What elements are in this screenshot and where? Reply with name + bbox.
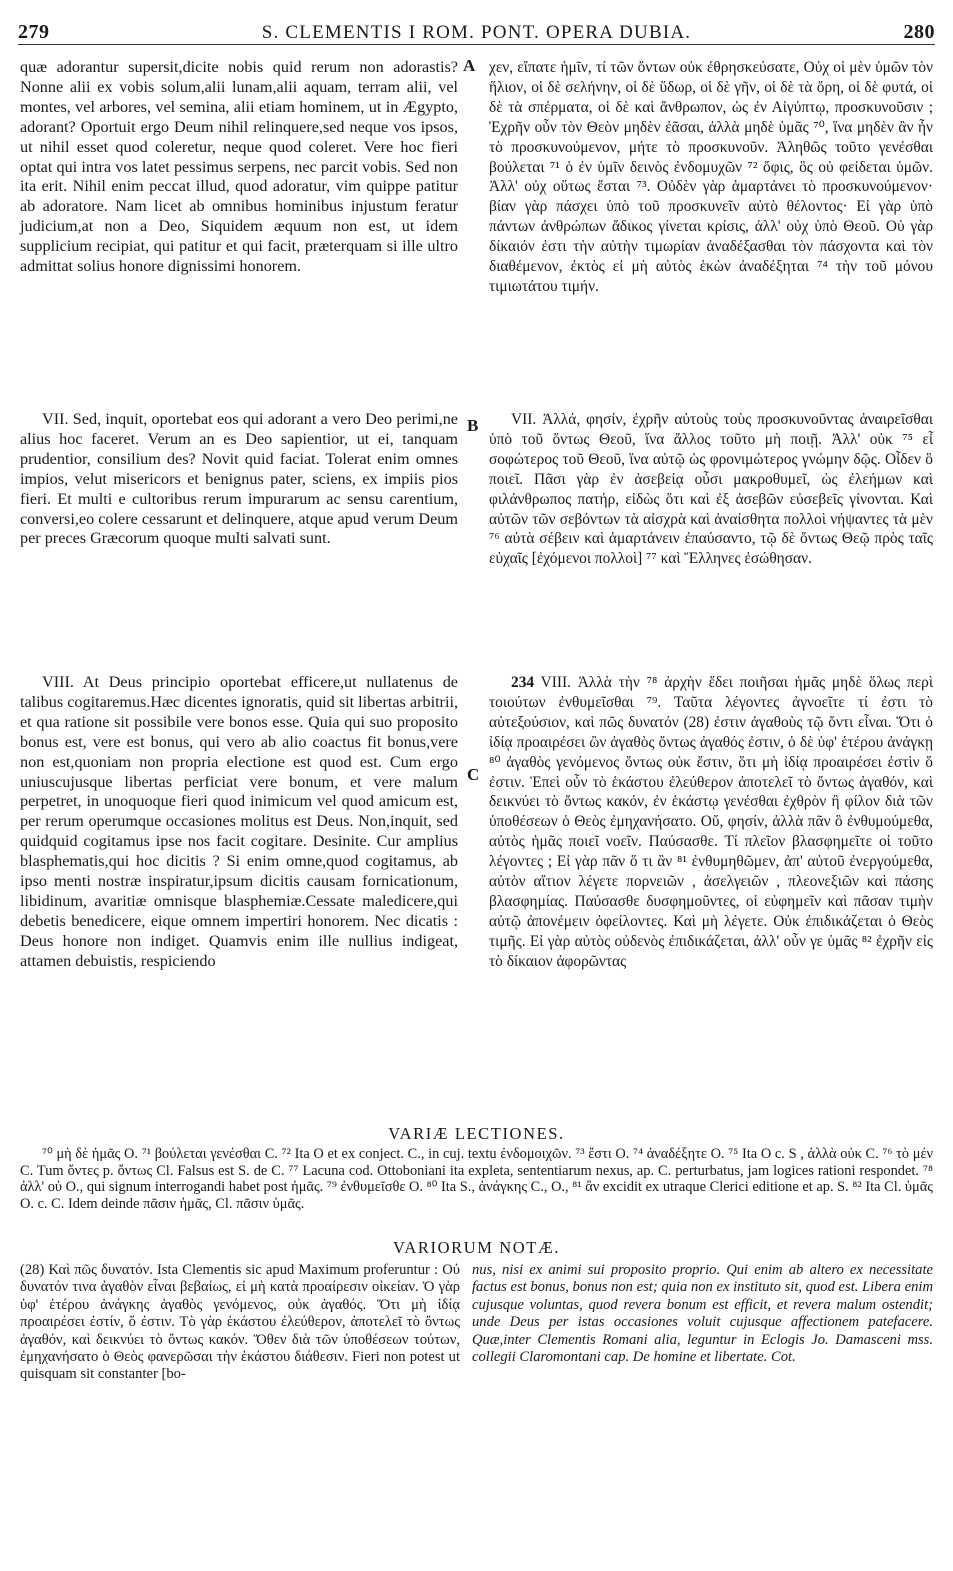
left-page-number: 279 [18,21,50,43]
running-title: S. CLEMENTIS I ROM. PONT. OPERA DUBIA. [261,22,692,43]
greek-paragraph-1: χεν, εἴπατε ἡμῖν, τί τῶν ὄντων οὐκ ἐθρησκεύσατε, Οὐχ οἱ μὲν ὑμῶν τὸν ἥλιον, οἱ δὲ σελήνην, οἱ δὲ ὕδωρ, οἱ δὲ γῆν, οἱ δὲ τὰ ὄρη, οἱ δὲ φυτά, οἱ δὲ τὰ σπέρματα, οἱ δὲ καὶ ἄνθρωπον, ὡς ἐν Αἰγύπτῳ, προσκυνοῦσιν ; Ἐχρῆν οὖν τὸν Θεὸν μηδὲν ἐᾶσαι, ἀλλὰ μηδὲ ὑμᾶς ⁷⁰, ἵνα μηδὲν ἂν ἦν τὸ προσκυνούμενον, μήτε τὸ προσκυνοῦν. Ἀληθῶς τοῦτο γενέσθαι βούλεται ⁷¹ ὁ ἐν ὑμῖν δεινὸς ἐνδομυχῶν ⁷² ὄφις, ὃς οὐ φείδεται ὑμῶν. Ἀλλ' οὐχ οὕτως ἔσται ⁷³. Οὐδὲν γὰρ ἁμαρτάνει τὸ προσκυνούμενον· βίαν γὰρ πάσχει ὑπὸ τοῦ προσκυνεῖν αὐτὸ θέλοντος· Εἰ γὰρ ὑπὸ πάντων ἀνθρώπων ἄδικος γίνεται κρίσις, ἀλλ' οὐχ ὑπὸ Θεοῦ. Οὐ γὰρ δίκαιόν ἐστι τὴν αὐτὴν τιμωρίαν ἀναδέξασθαι τὸν πάσχοντα καὶ τὸν διαθέμενον, ἐκτὸς εἰ μὴ αὐτὸς ἑκὼν ἀναδέξηται ⁷⁴ τὴν τοῦ μόνου τιμιωτάτου τιμήν. [489,59,933,295]
latin-column-part-1 [20,58,458,388]
notae-right-text: nus, nisi ex animi sui proposito proprio. Qui enim ab altero ex necessitate factus est bonus, bonus non est; quia non ex instituto sit, quod est. Libera enim cujusque voluntas, quod revera bonum est efficit, et revera malum ostendit; unde Deus per istas occasiones voluit cujusque affectionem patefacere. Quæ,inter Clementis Romani alia, leguntur in Eclogis Jo. Damasceni mss. collegii Claromontani cap. De homine et libertate. Cot. [472,1262,933,1366]
variorum-notae-heading: VARIORUM NOTÆ. [393,1238,560,1257]
variae-lectiones [20,1146,933,1213]
latin-paragraph-vii: VII. Sed, inquit, oportebat eos qui adorant a vero Deo perimi,ne alius hoc faceret. Verum an es Deo sapientior, ut ei, tanquam prudentior, consilium des? Novit quid faciat. Tolerat enim omnes impios, velut misericors et benignus pater, sciens, ex impiis pios fieri. Et multi e cultoribus rerum impurarum ac sensu carentium, conversi,eo colere cessarunt et delinquere, atque apud verum Deum per preces Græcorum quoque multi salvati sunt. [20,410,458,548]
notae-left-text: (28) Καὶ πῶς δυνατόν. Ista Clementis sic apud Maximum proferuntur : Οὐ δυνατόν τινα ἀγαθὸν εἶναι βεβαίως, εἰ μὴ κατὰ προαίρεσιν οἰκείαν. Ὁ γὰρ ὑφ' ἑτέρου ἀνάγκης ἀγαθὸς γενόμενος, οὐκ ἀγαθός. Ὅτι μὴ ἰδίᾳ προαιρέσει ἐστίν, ὅ ἐστιν. Τὸ γὰρ ἑκάστου ἐλεύθερον, ἀποτελεῖ τὸ ὄντως ἀγαθόν, καὶ δεικνύει τὸ ὄντως κακόν. Ὅθεν διὰ τῶν ὑποθέσεων τούτων, ἐμηχανήσατο ὁ Θεὸς φανερῶσαι τὴν ἑκάστου διάθεσιν. Fieri non potest ut quisquam sit constanter [bo- [20,1262,460,1383]
latin-paragraph-viii: VIII. At Deus principio oportebat efficere,ut nullatenus de talibus cogitaremus.Hæc dicentes ignoratis, quid sit libertas arbitrii, et qua ratione sit possibile vere bonos esse. Quia qui suo proposito bonus est, vere est bonus, qui vero ab alio coactus fit bonus,vere non est,quoniam non propria electione est quod est. Cum ergo uniuscujusque libertas perficiat vere bonum, et vere malum perpetret, in unoquoque fieri quod inimicum vel quod amicum est, per rerum operumque occasiones molitus est Deus. Non,inquit, sed quidquid cogitamus ipse nos facit cogitare. Desinite. Cur amplius blasphematis,qui hoc dicitis ? Si enim omne,quod cogitamus, ab ipso menti nostræ inspiratur,ipsum dicitis causam fornicationum, libidinum, avaritiæ omnisque blasphemiæ.Cessate maledicere,qui debetis benedicere, eique omnem impertiri honorem. Nec dicatis : Deus honore non indiget. Quamvis enim ille nullius indigeat, attamen debuistis, respiciendo [20,673,458,970]
column-number: 234 [511,674,535,691]
greek-paragraph-vii: VII. Ἀλλά, φησίν, ἐχρῆν αὐτοὺς τοὺς προσκυνοῦντας ἀναιρεῖσθαι ὑπὸ τοῦ ὄντως Θεοῦ, ἵνα ἄλλος τοῦτο μὴ ποιῇ. Ἀλλ' οὐκ ⁷⁵ εἶ σοφώτερος τοῦ Θεοῦ, ἵνα αὐτῷ ὡς φρονιμώτερος γνώμην δῷς. Οἶδεν ὃ ποιεῖ. Πᾶσι γὰρ ἐν ἀσεβείᾳ οὖσι μακροθυμεῖ, ὡς ἐλεήμων καὶ φιλάνθρωπος πατήρ, εἰδὼς ὅτι καὶ ἐξ ἀσεβῶν εὐσεβεῖς γίνονται. Καὶ αὐτῶν τῶν σεβόντων τὰ αἰσχρὰ καὶ ἀναίσθητα πολλοὶ νήψαντες τὰ μὲν ⁷⁶ αὐτὰ σέβειν καὶ ἁμαρτάνειν ἐπαύσαντο, τῷ δὲ ὄντως Θεῷ πρὸς ταῖς εὐχαῖς [ἐχόμενοι πολλοὶ] ⁷⁷ καὶ Ἕλληνες ἐσώθησαν. [489,411,933,568]
variae-lectiones-heading: VARIÆ LECTIONES. [388,1124,565,1143]
variorum-notae-right [472,1262,933,1366]
greek-paragraph-viii-text: VIII. Ἀλλὰ τὴν ⁷⁸ ἀρχὴν ἔδει ποιῆσαι ἡμᾶς μηδὲ ὅλως περὶ τοιούτων ἐνθυμεῖσθαι ⁷⁹. Ταῦτα λέγοντες ἀγνοεῖτε τί ἐστι τὸ αὐτεξούσιον, καὶ πῶς δυνατόν (28) ἐστιν ἀγαθοὺς τῷ ὄντι εἶναι. Ὅτι ὁ ἰδίᾳ προαιρέσει ὢν ἀγαθὸς ὄντως ἀγαθός ἐστιν, ὁ δὲ ὑφ' ἑτέρου ἀνάγκῃ ⁸⁰ ἀγαθὸς γενόμενος ὄντως οὐκ ἔστιν, ὅτι μὴ ἰδίᾳ προαιρέσει ἐστὶν ὅ ἐστιν. Ἐπεὶ οὖν τὸ ἑκάστου ἐλεύθερον ἀποτελεῖ τὸ ὄντως ἀγαθόν, καὶ δεικνύει τὸ ὄντως κακόν, ἐν ἑκάστῳ γενέσθαι ἐχθρὸν ἢ φίλον διὰ τῶν ὑποθέσεων ὁ Θεὸς ἐμηχανήσατο. Οὔ, φησίν, ἀλλὰ πᾶν ὃ ἐνθυμούμεθα, αὐτὸς ἡμᾶς ποιεῖ νοεῖν. Παύσασθε. Τί πλεῖον βλασφημεῖτε οἱ τοῦτο λέγοντες ; Εἰ γὰρ πᾶν ὅ τι ἂν ⁸¹ ἐνθυμηθῶμεν, ἀπ' αὐτοῦ ἐνεργούμεθα, αὐτὸν αἴτιον λέγετε πορνειῶν , ἀσελγειῶν , πλεονεξιῶν καὶ πάσης βλασφημίας. Παύσασθε δυσφημοῦντες, οἱ εὐφημεῖν καὶ πᾶσαν τιμὴν αὐτῷ ἀπονέμειν ὀφείλοντες. Καὶ μὴ λέγετε. Οὐκ ἐπιδικάζεται ὁ Θεὸς τιμῆς. Εἰ γὰρ αὐτὸς οὐδενὸς ἐπιδικάζεται, ἀλλ' οὖν γε ὑμᾶς ⁸² ἐχρῆν εἰς τὸ δίκαιον ἀφορῶντας [489,674,933,970]
right-page-number: 280 [903,21,935,43]
running-header [18,16,935,45]
greek-column-part-1 [489,58,933,408]
section-marker-c: C [467,765,480,784]
variorum-notae-left [20,1262,460,1384]
variae-lectiones-text: ⁷⁰ μὴ δὲ ἡμᾶς O. ⁷¹ βούλεται γενέσθαι C. ⁷² Ita O et ex conject. C., in cuj. textu ἐνδομοιχῶν. ⁷³ ἔστι O. ⁷⁴ ἀναδέξητε O. ⁷⁵ Ita O c. S , ἀλλὰ οὐκ C. ⁷⁶ τὸ μέν C. Tum ὄντες p. ὄντως Cl. Falsus est S. de C. ⁷⁷ Lacuna cod. Ottoboniani ita expleta, sententiarum nexus, ap. C. perturbatus, jam logices rationi respondet. ⁷⁸ ἀλλ' οὐ O., qui signum interrogandi habet post ἡμᾶς. ⁷⁹ ἐνθυμεῖσθε O. ⁸⁰ Ita S., ἀνάγκης C., O., ⁸¹ ἂν excidit ex utraque Clerici editione et ap. S. ⁸² Ita Cl. ὑμᾶς O. c. C. Idem deinde πᾶσιν ἡμᾶς, Cl. πᾶσιν ὑμᾶς. [20,1146,933,1213]
greek-column-part-3 [489,673,933,1123]
greek-column-part-2 [489,410,933,670]
latin-column-part-3 [20,673,458,1123]
latin-column-part-2 [20,410,458,640]
greek-paragraph-viii [489,673,933,972]
section-marker-a: A [463,56,476,75]
section-marker-b: B [467,416,479,435]
latin-paragraph-1: quæ adorantur supersit,dicite nobis quid rerum non adorastis? Nonne alii ex vobis solum,alii lunam,alii aquam, terram alii, vel montes, vel arbores, vel semina, alii etiam hominem, ut in Ægypto, adorant? Oportuit ergo Deum nihil relinquere,sed neque vos ipsos, ut nihil esset quod coleretur, neque quod coleret. Vere hoc fieri optat qui intra vos latet pessimus serpens, nec parcit vobis. Sed non ita erit. Nihil enim peccat illud, quod adoratur, vim quippe patitur ab adoratore. Nam licet ab omnibus hominibus injustum feratur judicium,at non a Deo, Siquidem æquum non est, ut idem supplicium recipiat, qui patitur et qui facit, præterquam si ille ultro admittat solius honore dignissimi honorem. [20,58,458,276]
